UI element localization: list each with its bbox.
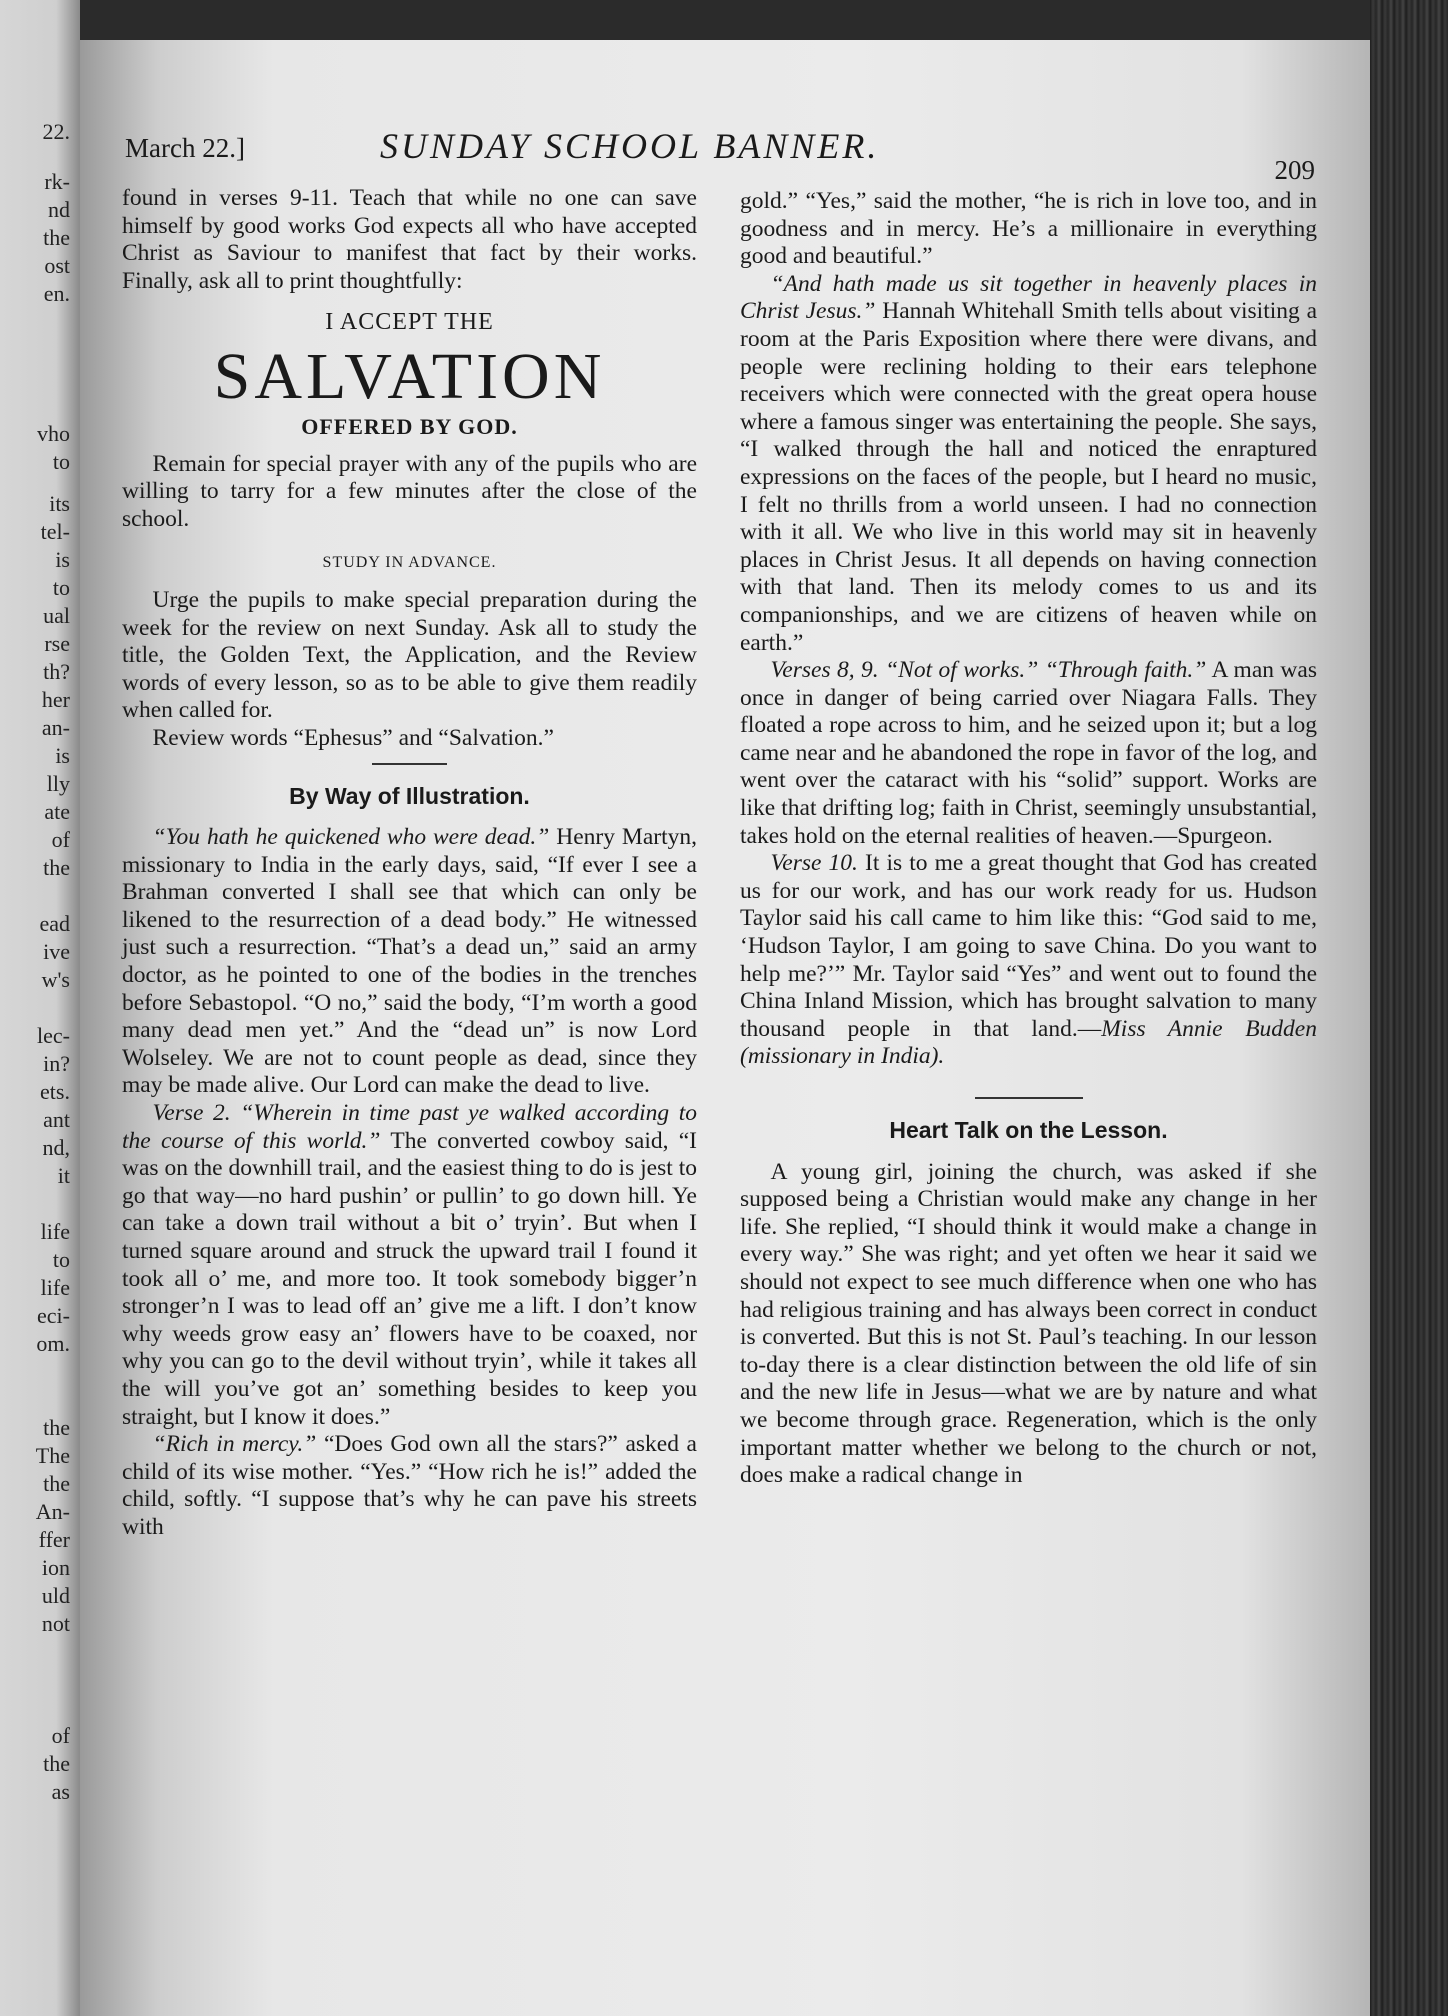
- previous-page-fragment: ead: [39, 911, 70, 936]
- previous-page-fragment: in?: [43, 1051, 70, 1076]
- left-column: [122, 185, 697, 1542]
- intro-paragraph: found in verses 9-11. Teach that while no one can save himself by good works God expects all who have accepted Christ as Saviour to manifest that fact by their works. Finally, ask all to print thoughtfully:: [122, 185, 697, 294]
- sit-text: Hannah Whitehall Smith tells about visiting a room at the Paris Exposition where there were divans, and people were reclining holding to their ears telephone receivers which were connected with the great opera house where a famous singer was entertaining the people. She says, “I walked through the hall and noticed the enraptured expressions on the faces of the people, but I heard no music, I felt no thrills from a world unseen. I had no connection with it all. We who live in this world may sit in heavenly places in Christ Jesus. It all depends on having connection with that land. Then its melody comes to us and its companionships, and we are citizens of heaven while on earth.”: [740, 298, 1318, 656]
- verses89-text: A man was once in danger of being carried over Niagara Falls. They floated a rope across to him, and he seized upon it; but a log came near and he abandoned the rope in favor of the log, and went over the cataract with his “solid” support. Works are like that drifting log; faith in Christ, seemingly unsubstantial, takes hold on the eternal realities of heaven.—Spurgeon.: [740, 657, 1317, 849]
- previous-page-fragment: An-: [35, 1499, 70, 1524]
- previous-page-fragment: 22.: [42, 119, 70, 144]
- previous-page-fragment: The: [35, 1443, 70, 1468]
- previous-page-fragment: its: [49, 491, 70, 516]
- previous-page-fragment: ion: [41, 1555, 70, 1580]
- previous-page-fragment: of: [51, 1723, 70, 1748]
- previous-page-fragment: tel-: [40, 519, 70, 544]
- previous-page-fragment: is: [55, 547, 70, 572]
- header-title: SUNDAY SCHOOL BANNER.: [380, 126, 880, 166]
- rich-paragraph: [122, 1431, 697, 1541]
- divider: [975, 1097, 1083, 1099]
- previous-page-fragment: the: [43, 855, 70, 880]
- study-paragraph: Urge the pupils to make special preparation during the week for the review on next Sunday. Ask all to study the title, the Golden Text, the Application, and the Review words of every lesson, so as to be able to give them readily when called for.: [122, 586, 697, 724]
- previous-page-fragment: the: [43, 1415, 70, 1440]
- previous-page-fragment: ost: [44, 253, 70, 278]
- previous-page-fragment: life: [40, 1275, 70, 1300]
- banner-salvation: SALVATION: [213, 339, 606, 413]
- previous-page-fragment: w's: [41, 967, 70, 992]
- previous-page-fragment: to: [52, 449, 70, 474]
- previous-page-fragment: nd: [48, 197, 70, 222]
- rich-ref: “Rich in mercy.”: [152, 1431, 317, 1458]
- verse10-text: It is to me a great thought that God has created us for our work, and has our work ready for us. Hudson Taylor said his call came to him like this: “God said to me, ‘Hudson Taylor, I am going to save China. Do you want to help me?’” Mr. Taylor said “Yes” and went out to found the China Inland Mission, which has brought salvation to many thousand people in that land.—: [740, 850, 1317, 1042]
- remain-paragraph: Remain for special prayer with any of the pupils who are willing to tarry for a few minutes after the close of the school.: [122, 450, 697, 532]
- previous-page-fragment: ate: [44, 799, 70, 824]
- previous-page-fragment: rk-: [44, 169, 70, 194]
- right-column: [740, 188, 1317, 1490]
- previous-page-fragment: ive: [43, 939, 70, 964]
- previous-page-fragment: nd,: [42, 1135, 70, 1160]
- previous-page-fragment: the: [43, 225, 70, 250]
- sit-paragraph: [740, 271, 1317, 657]
- previous-page-fragment: the: [43, 1471, 70, 1496]
- previous-page-fragment: rse: [44, 631, 70, 656]
- book-spine: [1370, 0, 1448, 2016]
- heart-talk-heading: Heart Talk on the Lesson.: [889, 1117, 1168, 1143]
- header-date: March 22.]: [125, 133, 245, 163]
- banner-line-3: OFFERED BY GOD.: [301, 413, 518, 439]
- previous-page-fragment: to: [52, 575, 70, 600]
- review-words: Review words “Ephesus” and “Salvation.”: [152, 724, 554, 751]
- verse2-text: The converted cowboy said, “I was on the downhill trail, and the easiest thing to do is jest to go that way—no hard pushin’ or pullin’ to go down hill. Ye can take a down trail without a bit o’ tryin’. But when I turned square around and struck the upward trail I found it took all o’ me, and more too. It took somebody bigger’n stronger’n I was to lead off an’ give me a lift. I don’t know why weeds grow easy an’ flowers have to be coaxed, nor why you can go to the devil without tryin’, while it takes all the will you’ve got an’ something besides to keep you straight, but I know it does.”: [122, 1127, 698, 1430]
- previous-page-fragment: it: [57, 1163, 70, 1188]
- verse2-paragraph: [122, 1100, 697, 1431]
- previous-page-fragment: uld: [41, 1583, 70, 1608]
- quickened-quote: “You hath he quickened who were dead.”: [152, 824, 550, 851]
- heart-talk-paragraph: A young girl, joining the church, was asked if she supposed being a Christian would make any change in her life. She replied, “I should think it would make a change in every way.” She was right; and yet often we hear it said we should not expect to see much difference when one who has had religious training and has always been correct in conduct is converted. But this is not St. Paul’s teaching. In our lesson to-day there is a clear distinction between the old life of sin and the new life in Jesus—what we are by nature and what we become through grace. Regeneration, which is the only important matter whether we belong to the church or not, does make a radical change in: [740, 1158, 1317, 1489]
- verse10-ref: Verse 10.: [770, 850, 858, 877]
- illustration-heading: By Way of Illustration.: [289, 782, 530, 809]
- previous-page-fragment: ant: [43, 1107, 70, 1132]
- verses89-ref: Verses 8, 9. “Not of works.” “Through faith.”: [770, 657, 1207, 684]
- rich-text: “Does God own all the stars?” asked a child of its wise mother. “Yes.” “How rich he is!” added the child, softly. “I suppose that’s why he can pave his streets with: [122, 1431, 697, 1540]
- verse2-ref: Verse 2. “Wherein in time past ye walked according to the course of this world.”: [122, 1100, 697, 1154]
- verse10-credit: Miss Annie Budden (missionary in India).: [740, 1015, 1317, 1070]
- previous-page-fragment: th?: [43, 659, 70, 684]
- previous-page-fragment: om.: [36, 1331, 70, 1356]
- previous-page-fragment: as: [51, 1779, 70, 1804]
- previous-page-fragment: vho: [37, 421, 70, 446]
- previous-page-fragment: the: [43, 1751, 70, 1776]
- page-number: 209: [1274, 155, 1315, 185]
- quickened-text: Henry Martyn, missionary to India in the early days, said, “If ever I see a Brahman converted I shall see that which can only be likened to the resurrection of a dead body.” He witnessed just such a resurrection. “That’s a dead un,” said an army doctor, as he pointed to one of the bodies in the trenches before Sebastopol. “O no,” said the body, “I’m worth a good many dead men yet.” And the “dead un” is now Lord Wolseley. We are not to count people as dead, since they may be made alive. Our Lord can make the dead to live.: [122, 824, 697, 1099]
- book-page: [80, 40, 1370, 2016]
- previous-page-edge: [0, 0, 80, 2016]
- previous-page-fragment: not: [41, 1611, 70, 1636]
- previous-page-fragment: en.: [43, 281, 70, 306]
- divider: [372, 763, 447, 765]
- continued-paragraph: gold.” “Yes,” said the mother, “he is rich in love too, and in goodness and in mercy. He’s a millionaire in everything good and beautiful.”: [740, 188, 1317, 270]
- previous-page-fragment: is: [55, 743, 70, 768]
- quickened-paragraph: [122, 824, 697, 1100]
- verses89-paragraph: [740, 657, 1317, 850]
- previous-page-fragment: of: [51, 827, 70, 852]
- running-header: [125, 125, 1315, 185]
- previous-page-fragment: lec-: [37, 1023, 70, 1048]
- previous-page-fragment: eci-: [37, 1303, 70, 1328]
- previous-page-fragment: life: [40, 1219, 70, 1244]
- previous-page-fragment: ffer: [38, 1527, 70, 1552]
- previous-page-fragment: her: [41, 687, 70, 712]
- study-heading: STUDY IN ADVANCE.: [322, 554, 497, 572]
- sit-ref: “And hath made us sit together in heavenly places in Christ Jesus.”: [740, 270, 1317, 325]
- previous-page-fragment: to: [52, 1247, 70, 1272]
- banner-line-1: I ACCEPT THE: [325, 309, 494, 336]
- verse10-paragraph: [740, 850, 1317, 1071]
- previous-page-fragment: ual: [43, 603, 70, 628]
- previous-page-fragment: ets.: [40, 1079, 70, 1104]
- previous-page-fragment: lly: [46, 771, 70, 796]
- previous-page-fragment: an-: [41, 715, 70, 740]
